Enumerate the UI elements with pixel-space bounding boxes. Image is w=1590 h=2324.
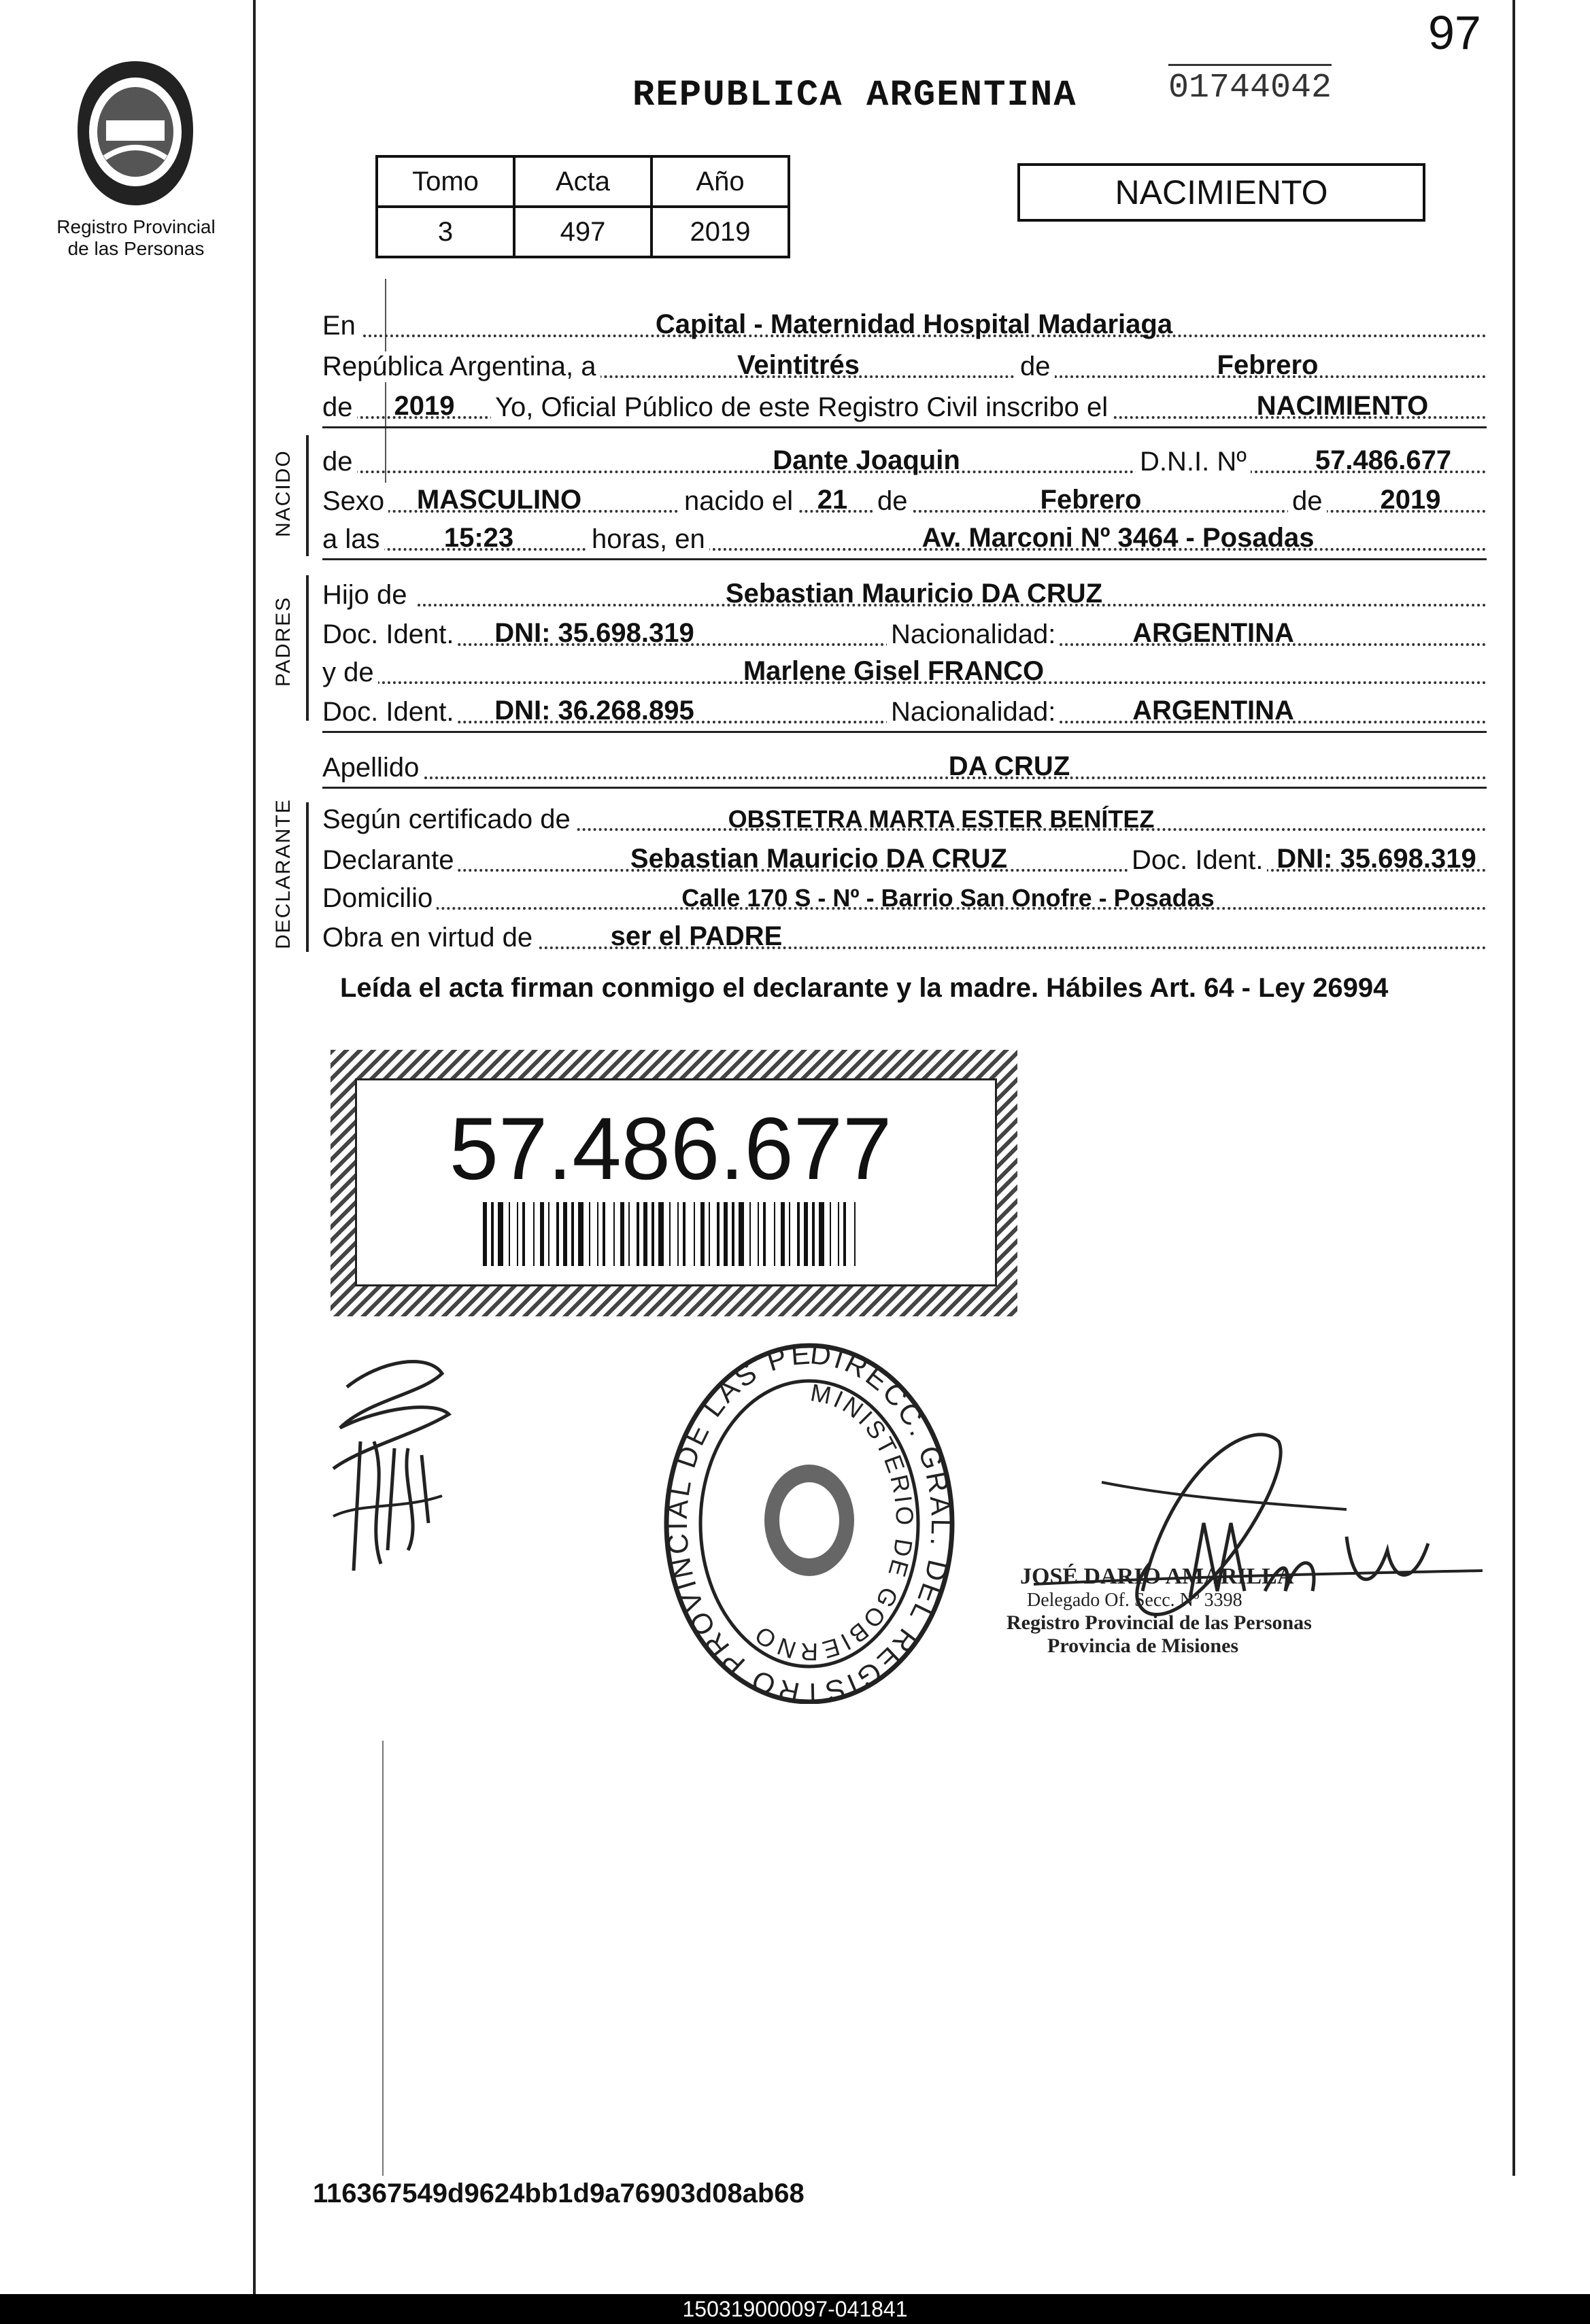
barcode-bar [637,1202,639,1266]
row-obra [322,918,1487,956]
barcode-bar [812,1202,815,1266]
barcode-bar [774,1202,775,1266]
value-mother-nat: ARGENTINA [1132,696,1294,725]
barcode-bar [709,1202,710,1266]
barcode-bar [517,1202,518,1266]
barcode-bar [694,1202,695,1266]
barcode-bar [522,1202,525,1266]
value-father: Sebastian Mauricio DA CRUZ [725,579,1103,609]
label-year-de: de [322,392,357,423]
row-nacido-sexo [322,481,1487,519]
label-alas: a las [322,524,384,555]
label-father-nat: Nacionalidad: [887,619,1060,650]
serial-number: 01744042 [1168,64,1332,107]
register-table [375,155,790,258]
barcode-bar [643,1202,647,1266]
barcode-bar [830,1202,831,1266]
barcode-bar [563,1202,567,1266]
barcode-bar [548,1202,549,1266]
label-obra: Obra en virtud de [322,923,537,953]
officer-line3: Provincia de Misiones [1047,1635,1239,1657]
barcode-bar [620,1202,624,1266]
value-father-nat: ARGENTINA [1132,618,1294,648]
label-declarante: Declarante [322,845,458,876]
document-type-box [1017,163,1425,222]
barcode-bar [700,1202,705,1266]
barcode-bar [597,1202,598,1266]
barcode-bar [669,1202,671,1266]
document-hash: 116367549d9624bb1d9a76903d08ab68 [313,2178,805,2208]
barcode-bars [483,1202,856,1266]
header-ano: Año [652,156,789,207]
declarante-bracket [306,802,309,952]
value-certificado: OBSTETRA MARTA ESTER BENÍTEZ [728,805,1155,833]
label-de3: de [1288,486,1327,517]
officer-line1: Delegado Of. Secc. Nº 3398 [1027,1590,1242,1611]
barcode-bar [797,1202,800,1266]
row-hijo-de [322,575,1487,613]
value-birth-year: 2019 [1380,485,1441,515]
label-certificado: Según certificado de [322,804,575,835]
value-acta: 497 [514,207,652,257]
barcode-bar [556,1202,559,1266]
label-mother-doc: Doc. Ident. [322,697,458,728]
value-domicilio: Calle 170 S - Nº - Barrio San Onofre - Posadas [681,884,1215,912]
row-domicilio [322,878,1487,917]
label-horas: horas, en [588,524,709,555]
row-mother-doc [322,692,1487,730]
registry-logo [64,56,207,212]
barcode-bar [819,1202,824,1266]
value-father-doc: DNI: 35.698.319 [494,618,694,648]
barcode-bar [677,1202,679,1266]
barcode-bar [732,1202,734,1266]
row-father-doc [322,615,1487,653]
label-en: En [322,311,360,341]
barcode-bar [658,1202,664,1266]
barcode-bar [613,1202,615,1266]
barcode-bar [854,1202,856,1266]
barcode-bar [652,1202,654,1266]
barcode-bar [483,1202,487,1266]
label-dni: D.N.I. Nº [1136,447,1251,477]
left-margin-line [253,0,256,2298]
seal-outer-text: DIRECC. GRAL. DEL REGISTRO PROVINCIAL DE LAS PE [660,1337,958,1704]
barcode-bar [758,1202,759,1266]
row-y-de [322,653,1487,691]
closing-text: Leída el acta firman conmigo el declarante y la madre. Hábiles Art. 64 - Ley 26994 [340,973,1389,1003]
value-inscribo: NACIMIENTO [1256,391,1429,421]
barcode-bar [498,1202,503,1266]
footer-code: 150319000097-041841 [682,2297,908,2321]
barcode-bar [838,1202,839,1266]
row-apellido [322,748,1487,786]
officer-line2: Registro Provincial de las Personas [1007,1611,1312,1634]
barcode-bar [491,1202,494,1266]
barcode-bar [571,1202,574,1266]
label-apellido: Apellido [322,753,423,783]
value-birth-place: Av. Marconi Nº 3464 - Posadas [921,523,1315,553]
barcode-bar [509,1202,510,1266]
seal-inner-text: MINISTERIO DE GOBIERNO [747,1378,919,1667]
barcode-bar [628,1202,630,1266]
label-republica: República Argentina, a [322,352,601,382]
nacido-label: NACIDO [272,449,294,537]
row-certificado [322,800,1487,838]
barcode-bar [789,1202,790,1266]
barcode-bar [781,1202,785,1266]
declarant-signature [320,1346,469,1591]
right-margin-line [1512,0,1515,2176]
label-de: de [1016,352,1055,382]
barcode-bar [804,1202,808,1266]
row-en [322,306,1487,344]
barcode-sticker [331,1050,1017,1316]
row-nacido-hora [322,519,1487,558]
barcode-bar [603,1202,605,1266]
value-birth-month: Febrero [1040,485,1142,515]
nacido-bracket [306,435,309,556]
officer-stamp [1007,1564,1312,1658]
barcode-bar [749,1202,751,1266]
label-inscribo: Yo, Oficial Público de este Registro Civil inscribo el [491,392,1112,423]
label-declarante-doc: Doc. Ident. [1128,845,1267,876]
row-nacido-name [322,442,1487,480]
label-father-doc: Doc. Ident. [322,619,458,650]
value-sexo: MASCULINO [416,485,582,515]
barcode-bar [717,1202,720,1266]
barcode-bar [589,1202,590,1266]
value-day: Veintitrés [737,350,860,380]
row-inscribo [322,388,1487,426]
barcode-bar [533,1202,535,1266]
padres-label: PADRES [272,596,294,687]
barcode-bar [843,1202,846,1266]
value-apellido: DA CRUZ [948,751,1070,781]
document-type: NACIMIENTO [1115,173,1328,211]
value-declarante: Sebastian Mauricio DA CRUZ [630,844,1008,874]
barcode-bar [683,1202,686,1266]
label-mother-nat: Nacionalidad: [887,697,1060,728]
row-republica [322,347,1487,385]
value-tomo: 3 [377,207,514,257]
label-nacido-de: de [322,447,357,477]
footer-bar [0,2294,1590,2324]
value-time: 15:23 [443,523,514,553]
value-mother-doc: DNI: 36.268.895 [494,696,694,725]
value-child-name: Dante Joaquin [773,445,960,475]
value-ano: 2019 [652,207,789,257]
padres-bracket [306,575,309,721]
barcode-bar [540,1202,544,1266]
value-year: 2019 [394,391,455,421]
value-place: Capital - Maternidad Hospital Madariaga [655,309,1173,339]
barcode-bar [578,1202,583,1266]
header-acta: Acta [514,156,652,207]
label-hijo-de: Hijo de [322,580,411,611]
label-nacido-el: nacido el [680,486,797,517]
label-de2: de [873,486,912,517]
value-declarante-doc: DNI: 35.698.319 [1276,844,1476,874]
officer-name: JOSÉ DARIO AMARILLA [1020,1564,1294,1589]
label-sexo: Sexo [322,486,388,517]
registry-name: Registro Provincial de las Personas [56,216,216,259]
page-number: 97 [1428,6,1481,59]
barcode-bar [739,1202,744,1266]
row-declarante [322,840,1487,878]
declarante-label: DECLARANTE [272,798,294,949]
official-seal [660,1337,959,1704]
header-tomo: Tomo [377,156,514,207]
value-month: Febrero [1217,350,1319,380]
value-mother: Marlene Gisel FRANCO [743,656,1045,686]
country-title: REPUBLICA ARGENTINA [632,75,1077,116]
value-dni: 57.486.677 [1315,445,1452,475]
barcode-bar [763,1202,766,1266]
value-birth-day: 21 [817,485,848,515]
bottom-tick-line [382,1741,384,2176]
label-y-de: y de [322,657,378,688]
label-domicilio: Domicilio [322,883,437,914]
barcode-bar [724,1202,728,1266]
barcode-number: 57.486.677 [449,1099,892,1198]
value-obra: ser el PADRE [610,921,783,951]
